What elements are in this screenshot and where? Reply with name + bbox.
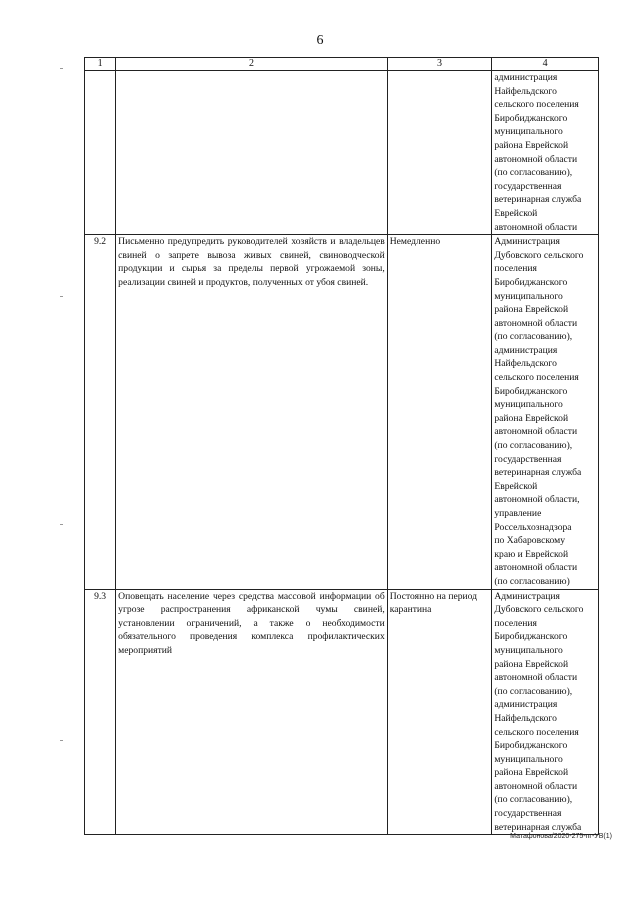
row-responsible: администрация Найфельдского сельского поселения Биробиджанского муниципального района Еврейской автономной области (по согласованию), государственная ветеринарная служба Еврейской автономной области	[492, 71, 599, 235]
margin-mark	[60, 68, 63, 69]
table-row	[85, 589, 599, 835]
row-number: 9.2	[85, 235, 116, 589]
header-col-4: 4	[492, 58, 599, 71]
row-responsible: Администрация Дубовского сельского поселения Биробиджанского муниципального района Еврейской автономной области (по согласованию), администрация Найфельдского сельского поселения Биробиджанского муниципального района Еврейской автономной области (по согласованию), государственная ветеринарная служба Еврейской автономной области, управление Россельхознадзора по Хабаровскому краю и Еврейской автономной области (по согласованию)	[492, 235, 599, 589]
row-measure	[116, 71, 388, 235]
row-measure: Письменно предупредить руководителей хозяйств и владельцев свиней о запрете вывоза живых свиней, свиноводческой продукции и сырья за пределы первой угрожаемой зоны, реализации свиней и продуктов, полученных от убоя свиней.	[116, 235, 388, 589]
header-col-3: 3	[387, 58, 492, 71]
table-row	[85, 71, 599, 235]
header-col-1: 1	[85, 58, 116, 71]
margin-mark	[60, 296, 63, 297]
row-term: Постоянно на период карантина	[387, 589, 492, 835]
row-term: Немедленно	[387, 235, 492, 589]
measures-table	[84, 57, 599, 835]
page-number: 6	[316, 33, 324, 48]
row-term	[387, 71, 492, 235]
row-responsible: Администрация Дубовского сельского поселения Биробиджанского муниципального района Еврейской автономной области (по согласованию), администрация Найфельдского сельского поселения Биробиджанского муниципального района Еврейской автономной области (по согласованию), государственная ветеринарная служба	[492, 589, 599, 835]
table-row	[85, 235, 599, 589]
header-col-2: 2	[116, 58, 388, 71]
row-measure: Оповещать население через средства массовой информации об угрозе распространения африканской чумы свиней, установлении ограничений, а также о необходимости обязательного проведения комплекса профилактических мероприятий	[116, 589, 388, 835]
margin-mark	[60, 740, 63, 741]
row-number	[85, 71, 116, 235]
document-footer-code: Матафонова/2020-275-пг-УВ(1)	[510, 833, 612, 840]
table-header-row	[85, 58, 599, 71]
row-number: 9.3	[85, 589, 116, 835]
margin-mark	[60, 524, 63, 525]
